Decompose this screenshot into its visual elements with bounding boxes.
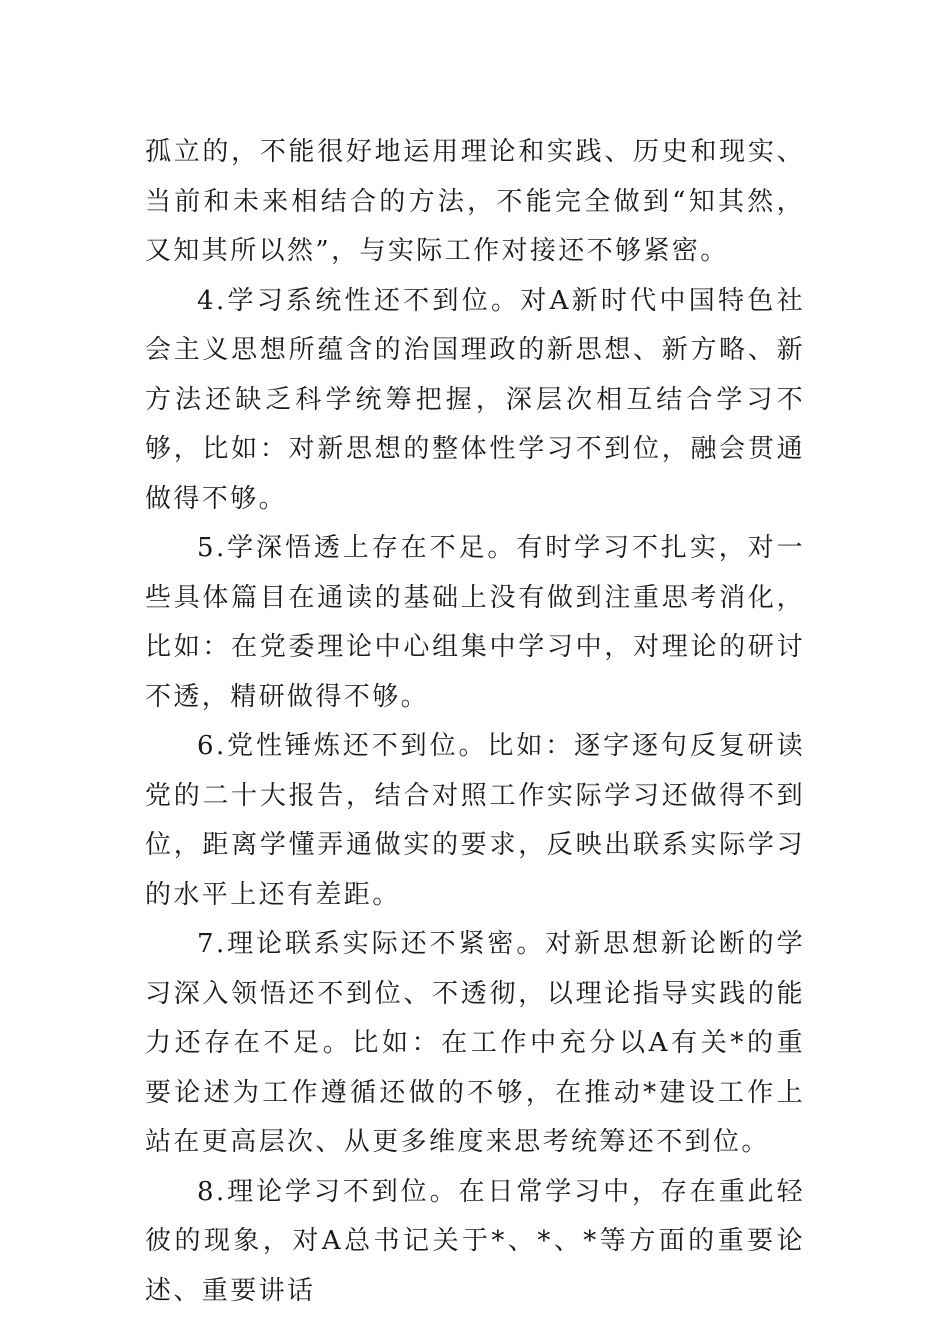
paragraph-item-7: 7.理论联系实际还不紧密。对新思想新论断的学习深入领悟还不到位、不透彻，以理论指导实践的能力还存在不足。比如：在工作中充分以A有关*的重要论述为工作遵循还做的不够，在推动*建设工作上站在更高层次、从更多维度来思考统筹还不到位。 xyxy=(145,929,805,1157)
document-body xyxy=(145,128,805,1316)
paragraph-item-8: 8.理论学习不到位。在日常学习中，存在重此轻彼的现象，对A总书记关于*、*、*等方面的重要论述、重要讲话 xyxy=(145,1176,805,1306)
paragraph-item-5: 5.学深悟透上存在不足。有时学习不扎实，对一些具体篇目在通读的基础上没有做到注重思考消化，比如：在党委理论中心组集中学习中，对理论的研讨不透，精研做得不够。 xyxy=(145,533,805,712)
paragraph-item-4: 4.学习系统性还不到位。对A新时代中国特色社会主义思想所蕴含的治国理政的新思想、新方略、新方法还缺乏科学统筹把握，深层次相互结合学习不够，比如：对新思想的整体性学习不到位，融会贯通做得不够。 xyxy=(145,285,805,514)
paragraph-item-6: 6.党性锤炼还不到位。比如：逐字逐句反复研读党的二十大报告，结合对照工作实际学习还做得不到位，距离学懂弄通做实的要求，反映出联系实际学习的水平上还有差距。 xyxy=(145,731,805,910)
paragraph-continuation: 孤立的，不能很好地运用理论和实践、历史和现实、当前和未来相结合的方法，不能完全做到“知其然，又知其所以然”，与实际工作对接还不够紧密。 xyxy=(145,137,805,266)
